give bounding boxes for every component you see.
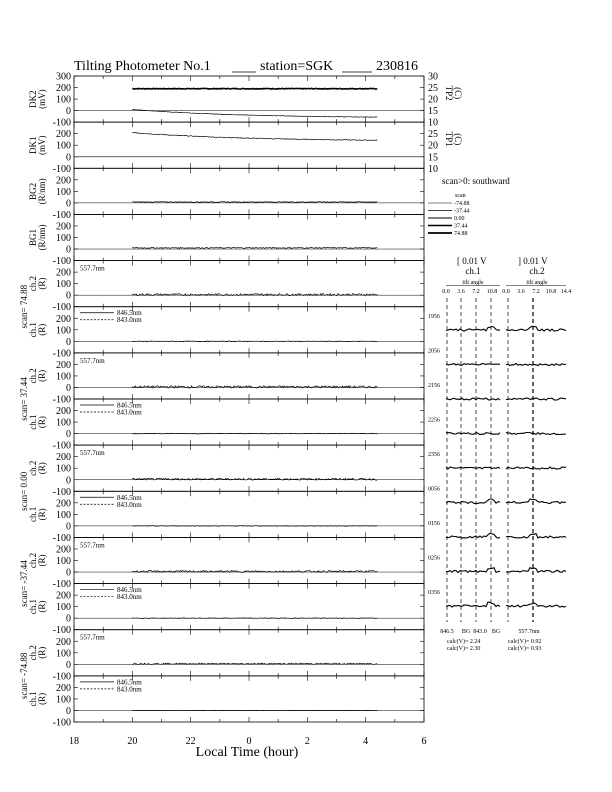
ch1-calc: calc(V)= 2.24 [447, 639, 481, 645]
ch2-tick-label: 14.4 [560, 289, 572, 295]
y-tick-label: 100 [56, 233, 71, 244]
legend-label: 843.0nm [117, 593, 142, 602]
y-tick-label: 200 [56, 175, 71, 187]
spectrum-trace [446, 433, 500, 435]
spectrum-trace [446, 326, 500, 331]
wavelength-label: 557.7nm [80, 633, 105, 642]
ch2-calc: calc(V)= 0.92 [508, 639, 542, 645]
panel-unit: (R/nm) [37, 224, 47, 251]
ch2-tilt-label: tilt angle [526, 280, 548, 286]
spectrum-trace [506, 363, 566, 365]
ch1-bottom-label: 843.0 [473, 629, 487, 635]
spectrum-time-label: 2256 [428, 417, 440, 424]
y-tick-label: 0 [66, 705, 71, 717]
y-tick-label: 0 [66, 106, 71, 118]
y-tick-label: 200 [56, 590, 71, 602]
panel [19, 445, 424, 511]
spectrum-trace [446, 467, 500, 469]
panel [28, 584, 424, 637]
scan-group-label: scan= 37.44 [19, 377, 29, 421]
series-line [132, 618, 377, 619]
panel-unit: (R) [37, 416, 47, 429]
panel-label: BG1 [28, 228, 38, 247]
right-tick-label: 30 [428, 71, 438, 83]
scan-group-label: scan= 0.00 [19, 471, 29, 511]
y-tick-label: 0 [66, 336, 71, 348]
panel-unit: (R) [37, 323, 47, 336]
x-tick-label: 2 [304, 736, 310, 747]
panel-label: DK1 [28, 136, 38, 154]
y-tick-label: 200 [56, 682, 71, 694]
spectrum-trace [506, 398, 566, 400]
panel [19, 537, 424, 606]
spectrum-time-label: 0056 [428, 486, 440, 493]
y-tick-label: 200 [56, 129, 71, 141]
series-line [132, 710, 377, 711]
wavelength-label: 557.7nm [80, 541, 105, 550]
y-tick-label: 200 [56, 452, 71, 464]
y-tick-label: 0 [66, 613, 71, 625]
panel-label: ch.1 [28, 691, 38, 707]
y-tick-label: 200 [56, 83, 71, 95]
y-tick-label: 100 [56, 463, 71, 475]
spectrum-trace [506, 603, 566, 607]
spectrum-time-label: 2156 [428, 383, 440, 389]
legend-label: 843.0nm [117, 316, 142, 325]
y-tick-label: -100 [52, 625, 71, 637]
panel [28, 399, 424, 452]
panel [28, 214, 424, 267]
y-tick-label: -100 [52, 532, 71, 544]
y-tick-label: -100 [52, 486, 71, 498]
spectrum-time-label: 1956 [428, 314, 440, 320]
panel-frame [74, 122, 424, 168]
scan-legend-title: scan>0: southward [442, 176, 510, 186]
panel-unit: (mV) [37, 135, 47, 155]
scan-group-label: scan= 74.88 [19, 284, 29, 329]
y-tick-label: 100 [56, 325, 71, 337]
legend-label: 846.5nm [117, 586, 142, 595]
panel-label: DK2 [28, 90, 38, 108]
y-tick-label: 0 [66, 290, 71, 302]
spectrum-trace [446, 499, 500, 504]
y-tick-label: 200 [56, 359, 71, 371]
spectrum-trace [506, 467, 566, 469]
panel [28, 122, 463, 175]
y-tick-label: 0 [66, 567, 71, 579]
ch2-tick-label: 3.6 [517, 289, 525, 295]
panel-unit: (R) [37, 692, 47, 705]
y-tick-label: -100 [52, 209, 71, 221]
series-line [132, 132, 377, 140]
y-tick-label: 0 [66, 429, 71, 441]
spectrum-trace [446, 398, 500, 400]
x-tick-label: 20 [127, 736, 138, 747]
y-tick-label: 200 [56, 406, 71, 418]
panel-frame [74, 630, 424, 676]
y-tick-label: 100 [56, 509, 71, 521]
series-line [132, 202, 377, 203]
panel-unit: (R/nm) [37, 178, 47, 205]
ch2-tick-label: 0.0 [502, 289, 510, 295]
y-tick-label: 200 [56, 544, 71, 556]
scan-group-label: scan= -74.88 [19, 652, 29, 700]
scan-legend-label: -74.88 [454, 201, 470, 207]
spectrum-time-label: 0256 [428, 555, 440, 562]
wavelength-label: 557.7nm [80, 449, 105, 458]
y-tick-label: -100 [52, 117, 71, 129]
panel-frame [74, 353, 424, 399]
right-tick-label: 15 [428, 106, 438, 118]
y-tick-label: -100 [52, 717, 71, 729]
panel-label: ch.1 [28, 322, 38, 338]
y-tick-label: 100 [56, 556, 71, 567]
y-tick-label: 0 [66, 244, 71, 256]
right-axis-label: TP2 [444, 85, 454, 101]
ch2-bottom-label: 557.7nm [518, 629, 540, 635]
scan-legend [428, 176, 510, 237]
spectrum-trace [506, 326, 566, 331]
panel-unit: (R) [37, 277, 47, 290]
y-tick-label: 0 [66, 475, 71, 487]
right-tick-label: 15 [428, 152, 438, 164]
y-tick-label: 200 [56, 267, 71, 279]
series-line [132, 88, 377, 89]
right-tick-label: 25 [428, 129, 438, 141]
panel-unit: (R) [37, 462, 47, 475]
panel-label: ch.1 [28, 506, 38, 522]
x-axis-label: Local Time (hour) [195, 745, 299, 760]
y-tick-label: 0 [66, 521, 71, 533]
panel [19, 353, 424, 421]
panel [28, 168, 424, 221]
ch2-tick-label: 7.2 [532, 289, 540, 295]
scan-legend-label: 37.44 [454, 223, 468, 230]
y-tick-label: 100 [56, 371, 71, 383]
legend-label: 843.0nm [117, 500, 142, 509]
y-tick-label: 100 [56, 94, 71, 106]
time-series-panels [19, 72, 463, 729]
panel-label: BG2 [28, 182, 38, 200]
spectrum-time-label: 2356 [428, 452, 440, 458]
panel [19, 261, 424, 329]
panel-label: ch.2 [28, 645, 38, 661]
wavelength-label: 557.7nm [80, 264, 105, 273]
legend-label: 843.0nm [117, 408, 142, 417]
y-tick-label: -100 [52, 163, 71, 175]
ch2-scale: ] 0.01 V [518, 256, 548, 266]
spectrum-time-label: 2056 [428, 348, 440, 355]
right-tick-label: 25 [428, 83, 438, 95]
ch2-calc: calc(V)= 0.93 [508, 646, 542, 652]
ch1-tick-label: 0.0 [442, 289, 450, 295]
spectrum-trace [506, 499, 566, 504]
y-tick-label: 0 [66, 659, 71, 671]
y-tick-label: 300 [56, 71, 71, 83]
x-tick-label: 18 [69, 736, 79, 747]
spectrum-time-label: 0156 [428, 521, 440, 527]
y-tick-label: 0 [66, 198, 71, 210]
y-tick-label: 100 [56, 602, 71, 614]
panel-unit: (R) [37, 600, 47, 613]
panel-label: ch.2 [28, 276, 38, 292]
y-tick-label: 100 [56, 140, 71, 152]
y-tick-label: -100 [52, 394, 71, 406]
legend-label: 846.5nm [117, 493, 142, 502]
panel-label: ch.2 [28, 552, 38, 569]
spectrum-trace [446, 568, 500, 573]
station-label: station=SGK [260, 59, 334, 74]
y-tick-label: 200 [56, 498, 71, 510]
panel-frame [74, 168, 424, 214]
y-tick-label: -100 [52, 671, 71, 683]
panel-frame [74, 214, 424, 260]
right-tick-label: 20 [428, 140, 438, 152]
legend-label: 846.5nm [117, 309, 142, 318]
right-tick-label: 10 [428, 163, 438, 175]
ch1-tick-label: 7.2 [472, 289, 480, 295]
panel [28, 491, 424, 544]
panel-unit: (R) [37, 508, 47, 521]
ch1-tick-label: 10.8 [486, 289, 498, 295]
ch2-title: ch.2 [529, 266, 545, 276]
panel-frame [74, 261, 424, 307]
spectrum-trace [446, 364, 500, 366]
series-line [132, 247, 377, 248]
panel-label: ch.1 [28, 599, 38, 615]
ch1-bottom-label: 846.5 [440, 629, 454, 635]
y-tick-label: 200 [56, 221, 71, 233]
legend-label: 846.5nm [117, 678, 142, 687]
spectra-panel [428, 256, 571, 652]
date-label: 230816 [376, 59, 418, 74]
panel-unit: (R) [37, 646, 47, 659]
y-tick-label: 200 [56, 313, 71, 325]
y-tick-label: 0 [66, 152, 71, 164]
ch1-bottom-label: BG [461, 629, 471, 635]
ch1-tilt-label: tilt angle [462, 280, 484, 286]
panel-label: ch.1 [28, 414, 38, 430]
ch1-tick-label: 3.6 [457, 289, 465, 295]
y-tick-label: -100 [52, 579, 71, 591]
legend-label: 843.0nm [117, 685, 142, 694]
right-tick-label: 20 [428, 94, 438, 106]
legend-label: 846.5nm [117, 401, 142, 410]
y-tick-label: -100 [52, 256, 71, 268]
right-axis-unit: (C) [453, 133, 463, 146]
spectrum-trace [506, 534, 566, 538]
panel [28, 676, 424, 729]
ch1-bottom-label: BG [491, 629, 501, 635]
y-tick-label: 100 [56, 417, 71, 429]
x-tick-label: 4 [363, 736, 369, 747]
panel-frame [74, 537, 424, 583]
panel-frame [74, 445, 424, 491]
spectrum-trace [446, 533, 500, 538]
panel-label: ch.2 [28, 460, 38, 476]
panel-unit: (mV) [37, 89, 47, 109]
y-tick-label: 200 [56, 636, 71, 648]
panel [19, 630, 424, 699]
y-tick-label: -100 [52, 302, 71, 314]
scan-legend-label: -37.44 [454, 208, 470, 215]
y-tick-label: -100 [52, 440, 71, 452]
y-tick-label: 0 [66, 382, 71, 394]
ch2-tick-label: 10.8 [545, 289, 557, 295]
ch1-title: ch.1 [465, 266, 481, 276]
ch1-scale: [ 0.01 V [457, 256, 487, 266]
spectrum-time-label: 0356 [428, 590, 440, 596]
panel [28, 72, 463, 129]
x-tick-label: 22 [185, 736, 196, 747]
scan-legend-heading: scan [455, 193, 466, 199]
scan-legend-label: 0.00 [454, 216, 465, 222]
y-tick-label: 100 [56, 279, 71, 291]
y-tick-label: 100 [56, 186, 71, 198]
x-tick-label: 0 [246, 736, 252, 747]
spectrum-trace [506, 432, 566, 434]
spectrum-trace [506, 568, 566, 573]
y-tick-label: 100 [56, 694, 71, 706]
panel-unit: (R) [37, 369, 47, 382]
panel [28, 307, 424, 360]
panel-label: ch.2 [28, 368, 38, 384]
y-tick-label: -100 [52, 348, 71, 360]
panel-unit: (R) [37, 554, 47, 567]
wavelength-label: 557.7nm [80, 356, 105, 365]
scan-group-label: scan= -37.44 [19, 560, 29, 607]
right-tick-label: 10 [428, 117, 438, 129]
figure-title: Tilting Photometer No.1 [74, 59, 211, 74]
scan-legend-label: 74.88 [454, 231, 468, 237]
y-tick-label: 100 [56, 648, 71, 660]
right-axis-unit: (C) [453, 87, 463, 100]
right-axis-label: TP1 [444, 131, 454, 147]
spectrum-trace [446, 602, 500, 607]
ch1-calc: calc(V)= 2.30 [447, 646, 481, 652]
x-tick-label: 6 [421, 736, 427, 747]
